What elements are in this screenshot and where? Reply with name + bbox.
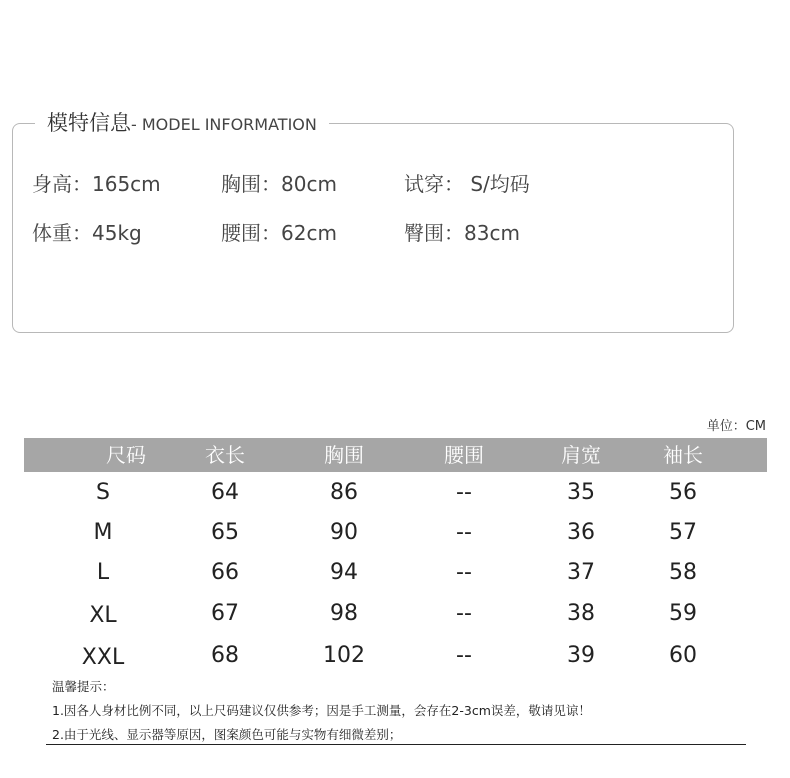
info-height bbox=[32, 170, 161, 198]
cell-waist: -- bbox=[456, 560, 472, 585]
cell-size: S bbox=[96, 480, 110, 505]
info-tried-size-label: 试穿： bbox=[404, 172, 464, 196]
cell-bust: 94 bbox=[330, 560, 358, 585]
info-hip-value: 83cm bbox=[464, 221, 520, 245]
info-weight-label: 体重： bbox=[32, 221, 92, 245]
info-height-value: 165cm bbox=[92, 172, 161, 196]
info-hip bbox=[404, 219, 520, 247]
cell-length: 64 bbox=[211, 480, 239, 505]
cell-sleeve: 58 bbox=[669, 560, 697, 585]
info-tried-size bbox=[404, 170, 530, 198]
header-length: 衣长 bbox=[205, 443, 245, 467]
size-table-header bbox=[24, 438, 767, 472]
notes-line-1: 1.因各人身材比例不同，以上尺码建议仅供参考；因是手工测量，会存在2-3cm误差，敬请见谅！ bbox=[52, 703, 591, 718]
info-weight bbox=[32, 219, 142, 247]
cell-shoulder: 38 bbox=[567, 601, 595, 626]
header-waist: 腰围 bbox=[444, 443, 484, 467]
model-info-title bbox=[35, 108, 329, 138]
info-bust-value: 80cm bbox=[281, 172, 337, 196]
cell-shoulder: 36 bbox=[567, 520, 595, 545]
model-info-title-en: - MODEL INFORMATION bbox=[131, 115, 317, 134]
cell-waist: -- bbox=[456, 480, 472, 505]
cell-waist: -- bbox=[456, 601, 472, 626]
cell-sleeve: 57 bbox=[669, 520, 697, 545]
cell-bust: 102 bbox=[323, 643, 365, 668]
cell-shoulder: 39 bbox=[567, 643, 595, 668]
info-waist bbox=[221, 219, 337, 247]
cell-bust: 98 bbox=[330, 601, 358, 626]
model-info-title-zh: 模特信息 bbox=[47, 111, 131, 135]
cell-length: 65 bbox=[211, 520, 239, 545]
notes-title: 温馨提示： bbox=[52, 679, 115, 694]
cell-waist: -- bbox=[456, 520, 472, 545]
info-hip-label: 臀围： bbox=[404, 221, 464, 245]
cell-length: 67 bbox=[211, 601, 239, 626]
cell-sleeve: 56 bbox=[669, 480, 697, 505]
cell-length: 68 bbox=[211, 643, 239, 668]
header-bust: 胸围 bbox=[324, 443, 364, 467]
cell-size: M bbox=[93, 520, 113, 545]
header-size: 尺码 bbox=[106, 443, 146, 467]
cell-sleeve: 60 bbox=[669, 643, 697, 668]
cell-size: XXL bbox=[81, 645, 125, 670]
info-weight-value: 45kg bbox=[92, 221, 142, 245]
cell-shoulder: 35 bbox=[567, 480, 595, 505]
header-sleeve: 袖长 bbox=[663, 443, 703, 467]
info-height-label: 身高： bbox=[32, 172, 92, 196]
cell-size: L bbox=[96, 560, 110, 585]
cell-sleeve: 59 bbox=[669, 601, 697, 626]
cell-bust: 90 bbox=[330, 520, 358, 545]
bottom-divider bbox=[46, 744, 746, 745]
notes-line-2: 2.由于光线、显示器等原因，图案颜色可能与实物有细微差别； bbox=[52, 727, 402, 742]
unit-label: 单位：CM bbox=[706, 419, 766, 434]
info-waist-label: 腰围： bbox=[221, 221, 281, 245]
info-bust-label: 胸围： bbox=[221, 172, 281, 196]
info-bust bbox=[221, 170, 337, 198]
cell-shoulder: 37 bbox=[567, 560, 595, 585]
cell-length: 66 bbox=[211, 560, 239, 585]
cell-bust: 86 bbox=[330, 480, 358, 505]
cell-size: XL bbox=[89, 603, 117, 628]
header-shoulder: 肩宽 bbox=[561, 443, 601, 467]
info-tried-size-value: S/均码 bbox=[464, 172, 530, 196]
info-waist-value: 62cm bbox=[281, 221, 337, 245]
cell-waist: -- bbox=[456, 643, 472, 668]
